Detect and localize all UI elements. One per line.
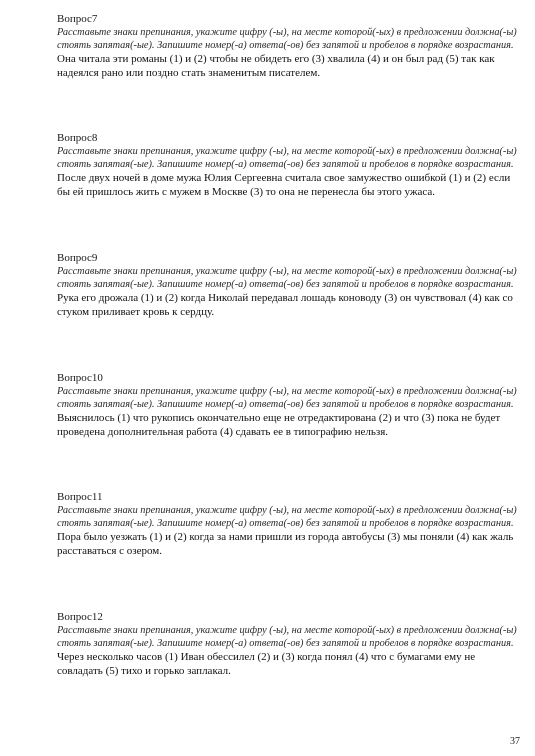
page-number: 37 <box>510 736 520 747</box>
question-block-12 <box>57 610 519 678</box>
question-instruction: Расставьте знаки препинания, укажите цифру (-ы), на месте которой(-ых) в предложении должна(-ы) стоять запятая(-ые). Запишите номер(-а) ответа(-ов) без запятой и пробелов в порядке возрастания. <box>57 386 517 410</box>
question-title: Вопрос12 <box>57 611 103 623</box>
question-block-10 <box>57 371 519 439</box>
question-block-11 <box>57 490 519 558</box>
question-instruction: Расставьте знаки препинания, укажите цифру (-ы), на месте которой(-ых) в предложении должна(-ы) стоять запятая(-ые). Запишите номер(-а) ответа(-ов) без запятой и пробелов в порядке возрастания. <box>57 27 517 51</box>
question-instruction: Расставьте знаки препинания, укажите цифру (-ы), на месте которой(-ых) в предложении должна(-ы) стоять запятая(-ые). Запишите номер(-а) ответа(-ов) без запятой и пробелов в порядке возрастания. <box>57 146 517 170</box>
question-block-8 <box>57 131 519 199</box>
question-sentence: Через несколько часов (1) Иван обессилел (2) и (3) когда понял (4) что с бумагами ему не совладать (5) тихо и горько заплакал. <box>57 651 476 677</box>
question-sentence: После двух ночей в доме мужа Юлия Сергеевна считала свое замужество ошибкой (1) и (2) если бы ей пришлось жить с мужем в Москве (3) то она не перенесла бы этого ужаса. <box>57 172 511 198</box>
question-title: Вопрос9 <box>57 252 98 264</box>
question-instruction: Расставьте знаки препинания, укажите цифру (-ы), на месте которой(-ых) в предложении должна(-ы) стоять запятая(-ые). Запишите номер(-а) ответа(-ов) без запятой и пробелов в порядке возрастания. <box>57 505 517 529</box>
question-title: Вопрос11 <box>57 491 103 503</box>
question-sentence: Пора было уезжать (1) и (2) когда за нами пришли из города автобусы (3) мы поняли (4) как жаль расставаться с озером. <box>57 531 514 557</box>
question-block-9 <box>57 251 519 319</box>
question-sentence: Выяснилось (1) что рукопись окончательно еще не отредактирована (2) и что (3) пока не будет проведена дополнительная работа (4) сдавать ее в типографию нельзя. <box>57 412 501 438</box>
question-instruction: Расставьте знаки препинания, укажите цифру (-ы), на месте которой(-ых) в предложении должна(-ы) стоять запятая(-ые). Запишите номер(-а) ответа(-ов) без запятой и пробелов в порядке возрастания. <box>57 266 517 290</box>
question-title: Вопрос8 <box>57 132 98 144</box>
question-title: Вопрос7 <box>57 13 98 25</box>
question-sentence: Рука его дрожала (1) и (2) когда Николай передавал лошадь коноводу (3) он чувствовал (4) как со стуком приливает кровь к сердцу. <box>57 292 513 318</box>
question-title: Вопрос10 <box>57 372 103 384</box>
question-sentence: Она читала эти романы (1) и (2) чтобы не обидеть его (3) хвалила (4) и он был рад (5) так как надеялся рано или поздно стать знаменитым писателем. <box>57 53 495 79</box>
question-block-7 <box>57 12 519 80</box>
question-instruction: Расставьте знаки препинания, укажите цифру (-ы), на месте которой(-ых) в предложении должна(-ы) стоять запятая(-ые). Запишите номер(-а) ответа(-ов) без запятой и пробелов в порядке возрастания. <box>57 625 517 649</box>
